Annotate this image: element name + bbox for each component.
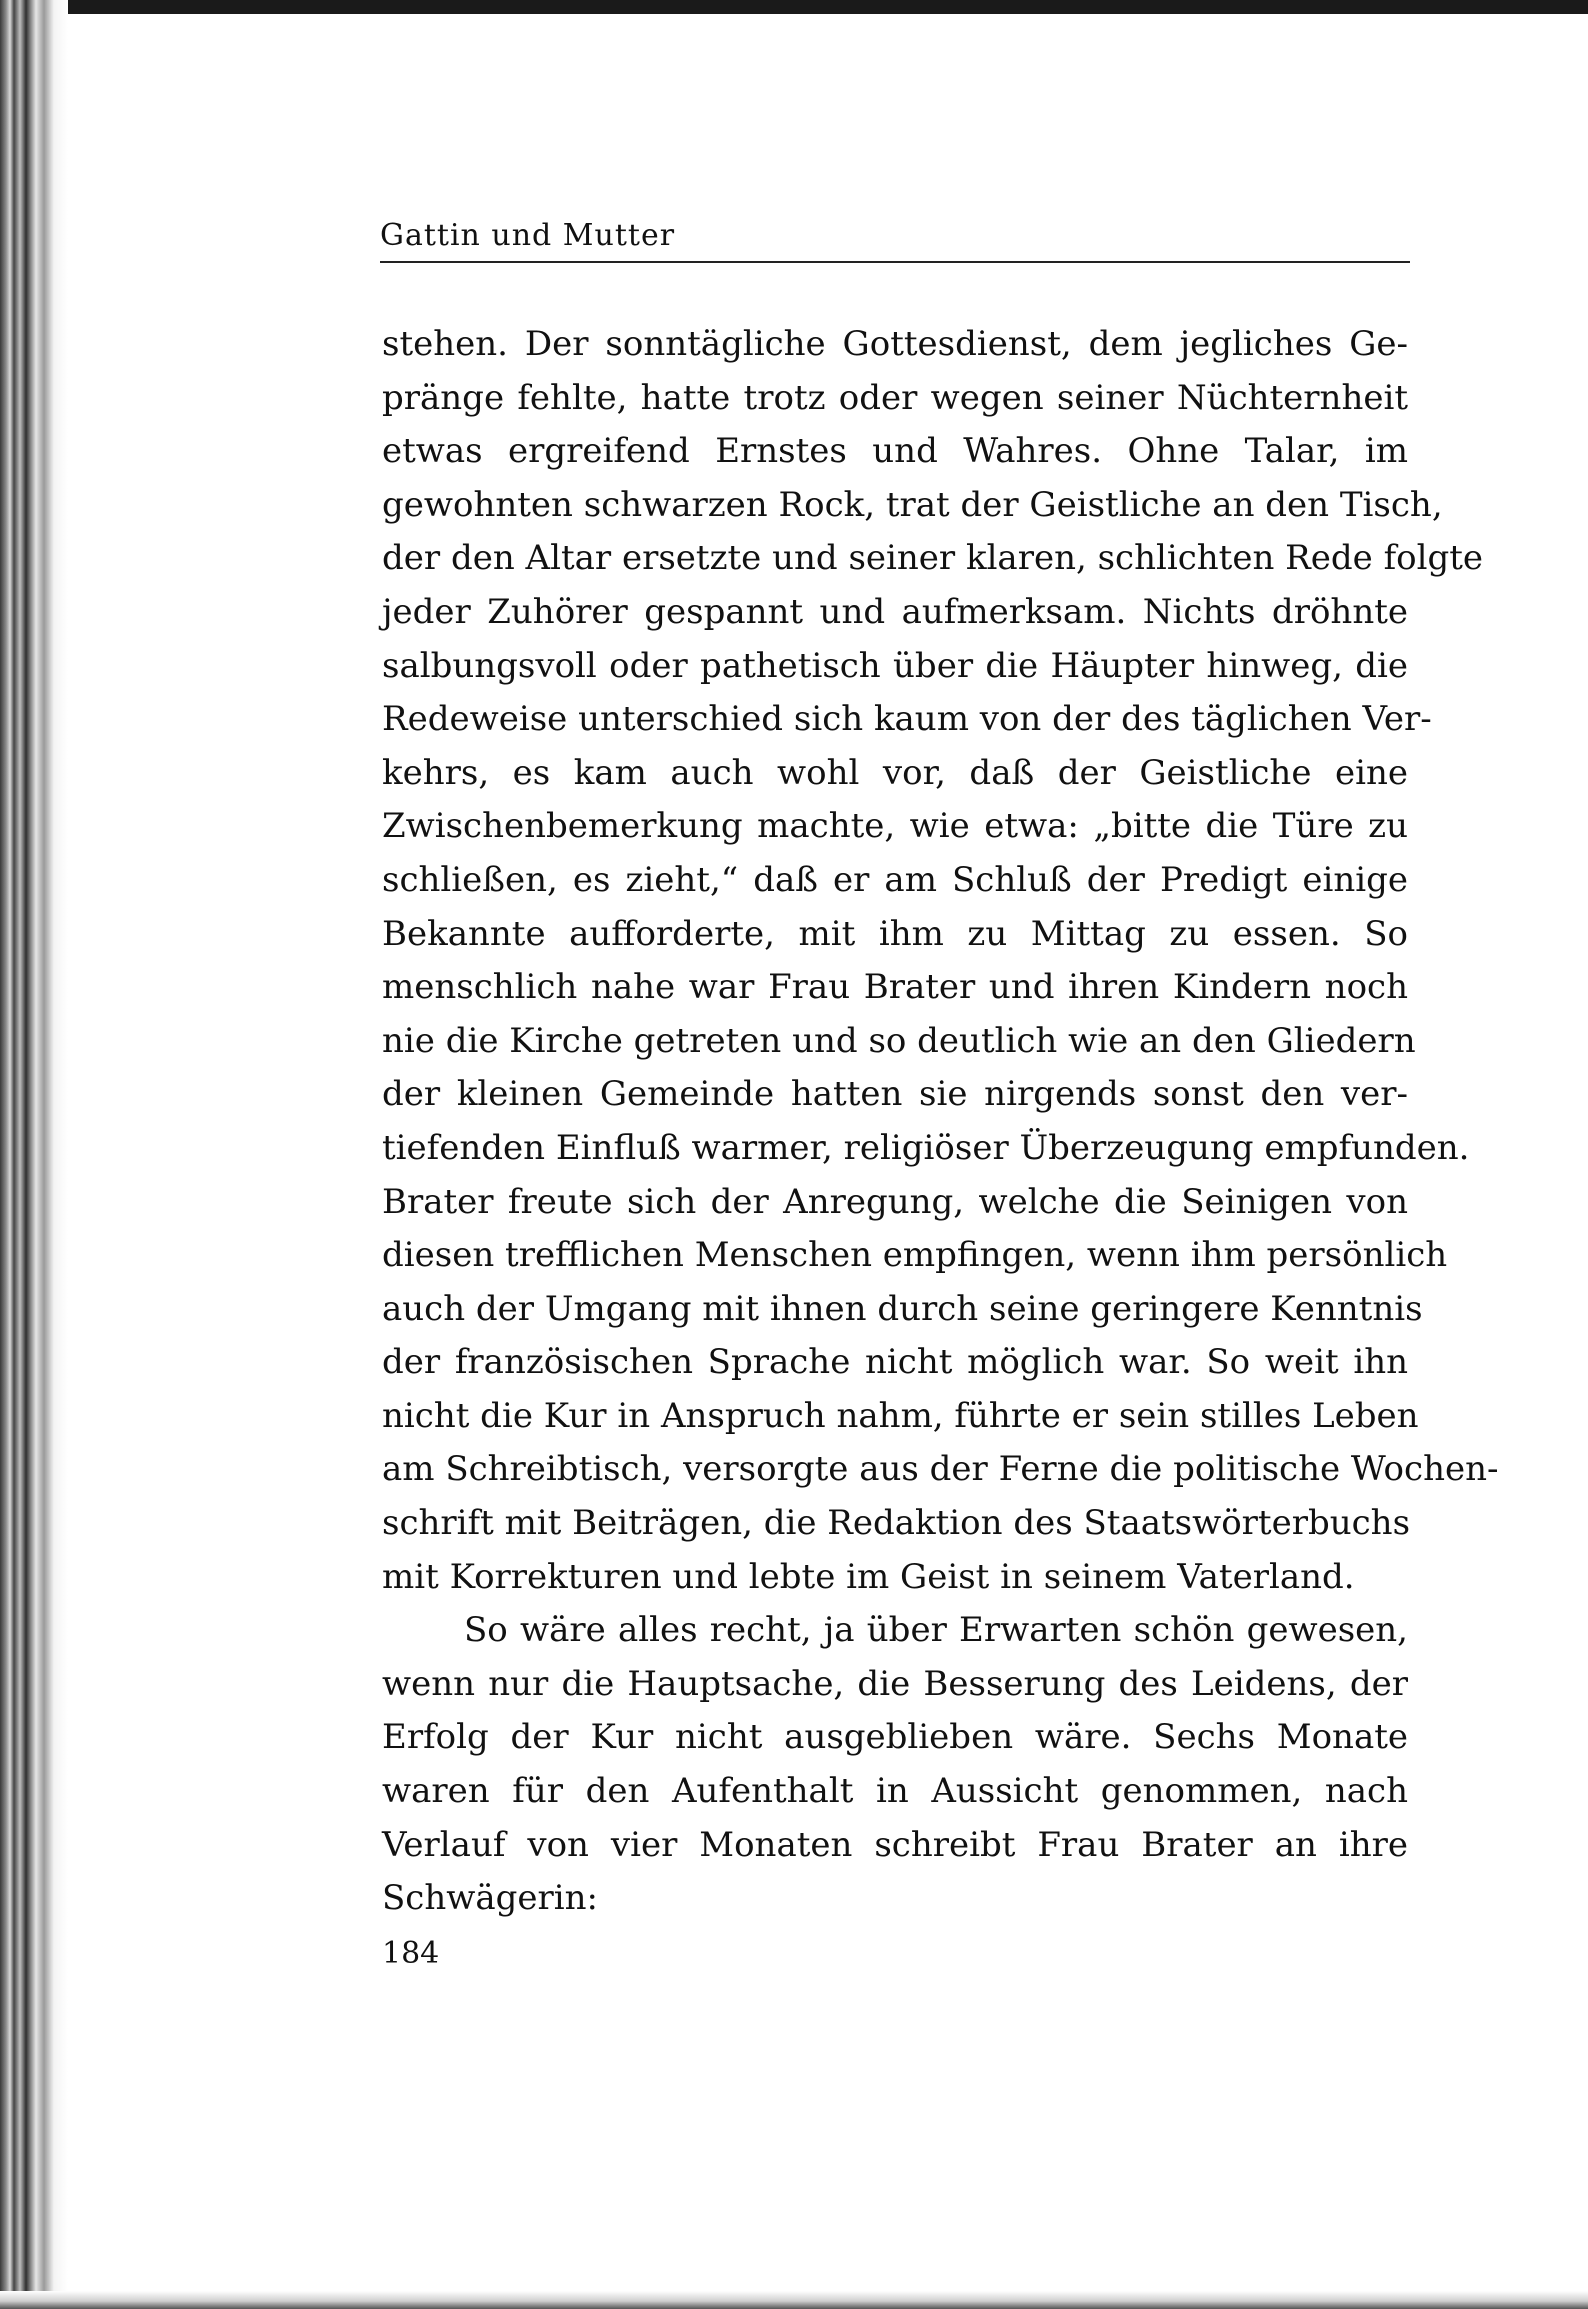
text-line: Redeweise unterschied sich kaum von der des täglichen Ver- — [382, 699, 1432, 740]
text-line: stehen. Der sonntägliche Gottesdienst, dem jegliches Ge- — [382, 324, 1408, 364]
text-line: am Schreibtisch, versorgte aus der Ferne die politische Wochen- — [382, 1449, 1499, 1490]
body-text — [382, 318, 1499, 1926]
text-line: tiefenden Einfluß warmer, religiöser Überzeugung empfunden. — [382, 1127, 1470, 1168]
running-title: Gattin und Mutter — [380, 218, 676, 253]
text-line: pränge fehlte, hatte trotz oder wegen seiner Nüchternheit — [382, 377, 1408, 418]
text-line: Erfolg der Kur nicht ausgeblieben wäre. Sechs Monate — [382, 1717, 1408, 1758]
page-number: 184 — [382, 1936, 440, 1971]
text-line: der den Altar ersetzte und seiner klaren, schlichten Rede folgte — [382, 538, 1484, 579]
text-line: mit Korrekturen und lebte im Geist in seinem Vaterland. — [382, 1556, 1355, 1597]
text-line: nie die Kirche getreten und so deutlich wie an den Gliedern — [382, 1020, 1416, 1061]
text-line: Schwägerin: — [382, 1878, 598, 1919]
text-line: auch der Umgang mit ihnen durch seine geringere Kenntnis — [382, 1288, 1423, 1329]
text-line: Zwischenbemerkung machte, wie etwa: „bitte die Türe zu — [382, 806, 1408, 847]
text-line: kehrs, es kam auch wohl vor, daß der Geistliche eine — [382, 752, 1408, 793]
text-line: etwas ergreifend Ernstes und Wahres. Ohne Talar, im — [382, 431, 1408, 472]
text-line: gewohnten schwarzen Rock, trat der Geistliche an den Tisch, — [382, 484, 1443, 525]
scan-bottom-edge — [0, 2291, 1588, 2309]
text-line: der kleinen Gemeinde hatten sie nirgends sonst den ver- — [382, 1074, 1408, 1115]
book-spine-shadow — [0, 0, 68, 2309]
text-line: der französischen Sprache nicht möglich war. So weit ihn — [382, 1342, 1408, 1383]
text-line: Verlauf von vier Monaten schreibt Frau Brater an ihre — [382, 1824, 1408, 1865]
text-line: schließen, es zieht,“ daß er am Schluß der Predigt einige — [382, 859, 1408, 900]
text-line: jeder Zuhörer gespannt und aufmerksam. Nichts dröhnte — [382, 591, 1408, 632]
text-line: Bekannte aufforderte, mit ihm zu Mittag zu essen. So — [382, 913, 1408, 954]
text-line: waren für den Aufenthalt in Aussicht genommen, nach — [382, 1771, 1408, 1812]
running-header — [380, 218, 1410, 263]
text-line: schrift mit Beiträgen, die Redaktion des Staatswörterbuchs — [382, 1503, 1411, 1544]
text-line: menschlich nahe war Frau Brater und ihren Kindern noch — [382, 967, 1408, 1008]
text-line: wenn nur die Hauptsache, die Besserung des Leidens, der — [382, 1663, 1408, 1704]
scan-top-edge — [18, 0, 1588, 14]
text-line: salbungsvoll oder pathetisch über die Häupter hinweg, die — [382, 645, 1408, 686]
text-line: nicht die Kur in Anspruch nahm, führte er sein stilles Leben — [382, 1395, 1419, 1436]
text-line-paragraph-start: So wäre alles recht, ja über Erwarten schön gewesen, — [464, 1610, 1408, 1651]
text-line: Brater freute sich der Anregung, welche die Seinigen von — [382, 1181, 1408, 1222]
text-line: diesen trefflichen Menschen empfingen, wenn ihm persönlich — [382, 1235, 1448, 1276]
